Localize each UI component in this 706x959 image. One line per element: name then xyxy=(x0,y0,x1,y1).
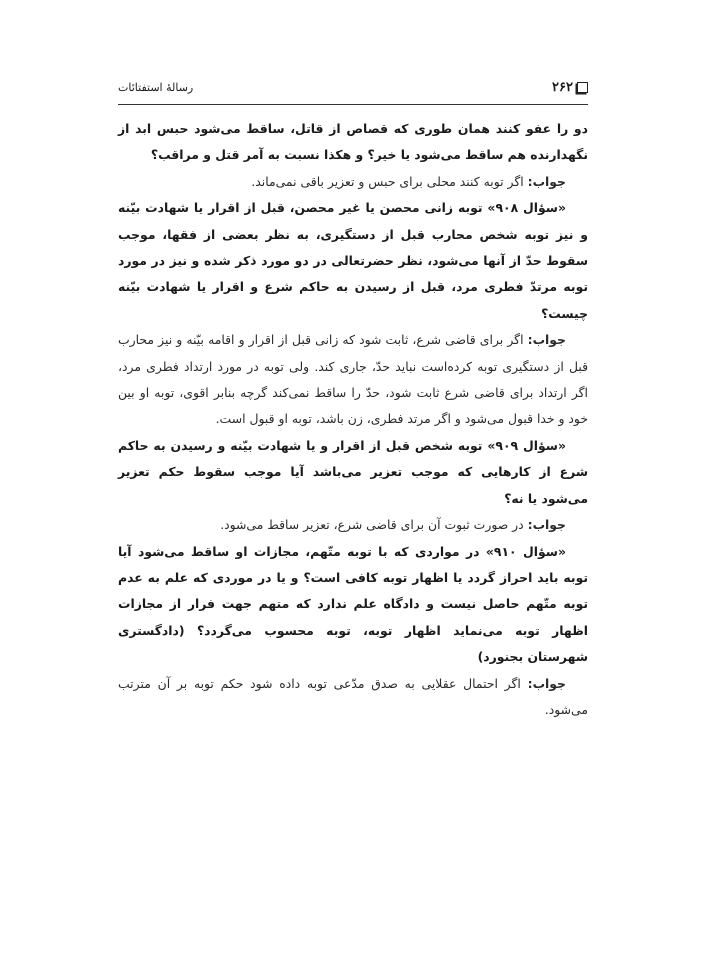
question-paragraph xyxy=(118,539,588,671)
body-text xyxy=(118,116,588,723)
running-title: رسالهٔ استفتائات xyxy=(118,80,194,94)
question-label: «سؤال ۹۰۸» xyxy=(487,200,566,216)
answer-label: جواب: xyxy=(527,173,566,189)
question-label: «سؤال ۹۱۰» xyxy=(485,543,566,559)
answer-paragraph xyxy=(118,671,588,724)
answer-label: جواب: xyxy=(527,332,566,348)
answer-text: در صورت ثبوت آن برای قاضی شرع، تعزیر ساقط می‌شود. xyxy=(220,517,524,533)
page-number-block xyxy=(552,80,588,95)
question-continuation xyxy=(118,116,588,169)
page-number: ۲۶۲ xyxy=(552,79,573,95)
question-paragraph xyxy=(118,195,588,327)
header-divider xyxy=(118,104,588,105)
question-text: در مواردی که با توبه متّهم، مجازات او ساقط می‌شود آیا توبه باید احراز گردد یا اظهار توبه کافی است؟ و یا در موردی که علم به عدم توبه متّهم حاصل نیست و دادگاه علم ندارد که متهم جهت فرار از مجازات اظهار توبه می‌نماید اظهار توبه، توبه محسوب می‌گردد؟ (دادگستری شهرستان بجنورد) xyxy=(118,543,588,665)
answer-text: اگر برای قاضی شرع، ثابت شود که زانی قبل از اقرار و اقامه بیّنه و نیز محارب قبل از دستگیری توبه کرده‌است نباید حدّ، جاری کند. ولی توبه در مورد ارتداد فطری مرد، اگر ارتداد برای قاضی شرع ثابت شود، حدّ را ساقط نمی‌کند گرچه بنابر اقوی، توبه او بین خود و خدا قبول می‌شود و اگر مرتد فطری، زن باشد، توبه او قبول است. xyxy=(118,332,588,427)
answer-label: جواب: xyxy=(527,675,566,691)
question-text: دو را عفو کنند همان طوری که قصاص از قاتل، ساقط می‌شود حبس ابد از نگهدارنده هم ساقط می‌شود یا خیر؟ و هکذا نسبت به آمر قتل و مراقب؟ xyxy=(118,121,588,163)
answer-paragraph xyxy=(118,327,588,433)
answer-text: اگر توبه کنند محلی برای حبس و تعزیر باقی نمی‌ماند. xyxy=(251,173,524,189)
question-text: توبه زانی محصن یا غیر محصن، قبل از اقرار یا شهادت بیّنه و نیز توبه شخص محارب قبل از دستگیری، به نظر بعضی از فقها، موجب سقوط حدّ از آنها می‌شود، نظر حضرتعالی در دو مورد ذکر شده و نیز در مورد توبه مرتدّ فطری مرد، قبل از رسیدن به حاکم شرع و اقرار یا شهادت بیّنه چیست؟ xyxy=(118,200,588,321)
answer-paragraph xyxy=(118,512,588,538)
answer-text: اگر احتمال عقلایی به صدق مدّعی توبه داده شود حکم توبه بر آن مترتب می‌شود. xyxy=(118,675,588,717)
answer-label: جواب: xyxy=(527,517,566,533)
question-text: توبه شخص قبل از اقرار و یا شهادت بیّنه و رسیدن به حاکم شرع از کارهایی که موجب تعزیر می‌باشد آیا موجب سقوط حکم تعزیر می‌شود یا نه؟ xyxy=(118,437,588,506)
question-label: «سؤال ۹۰۹» xyxy=(487,437,566,453)
question-paragraph xyxy=(118,433,588,512)
answer-paragraph xyxy=(118,169,588,195)
square-bullet-icon xyxy=(577,82,588,93)
page-header xyxy=(118,72,588,102)
